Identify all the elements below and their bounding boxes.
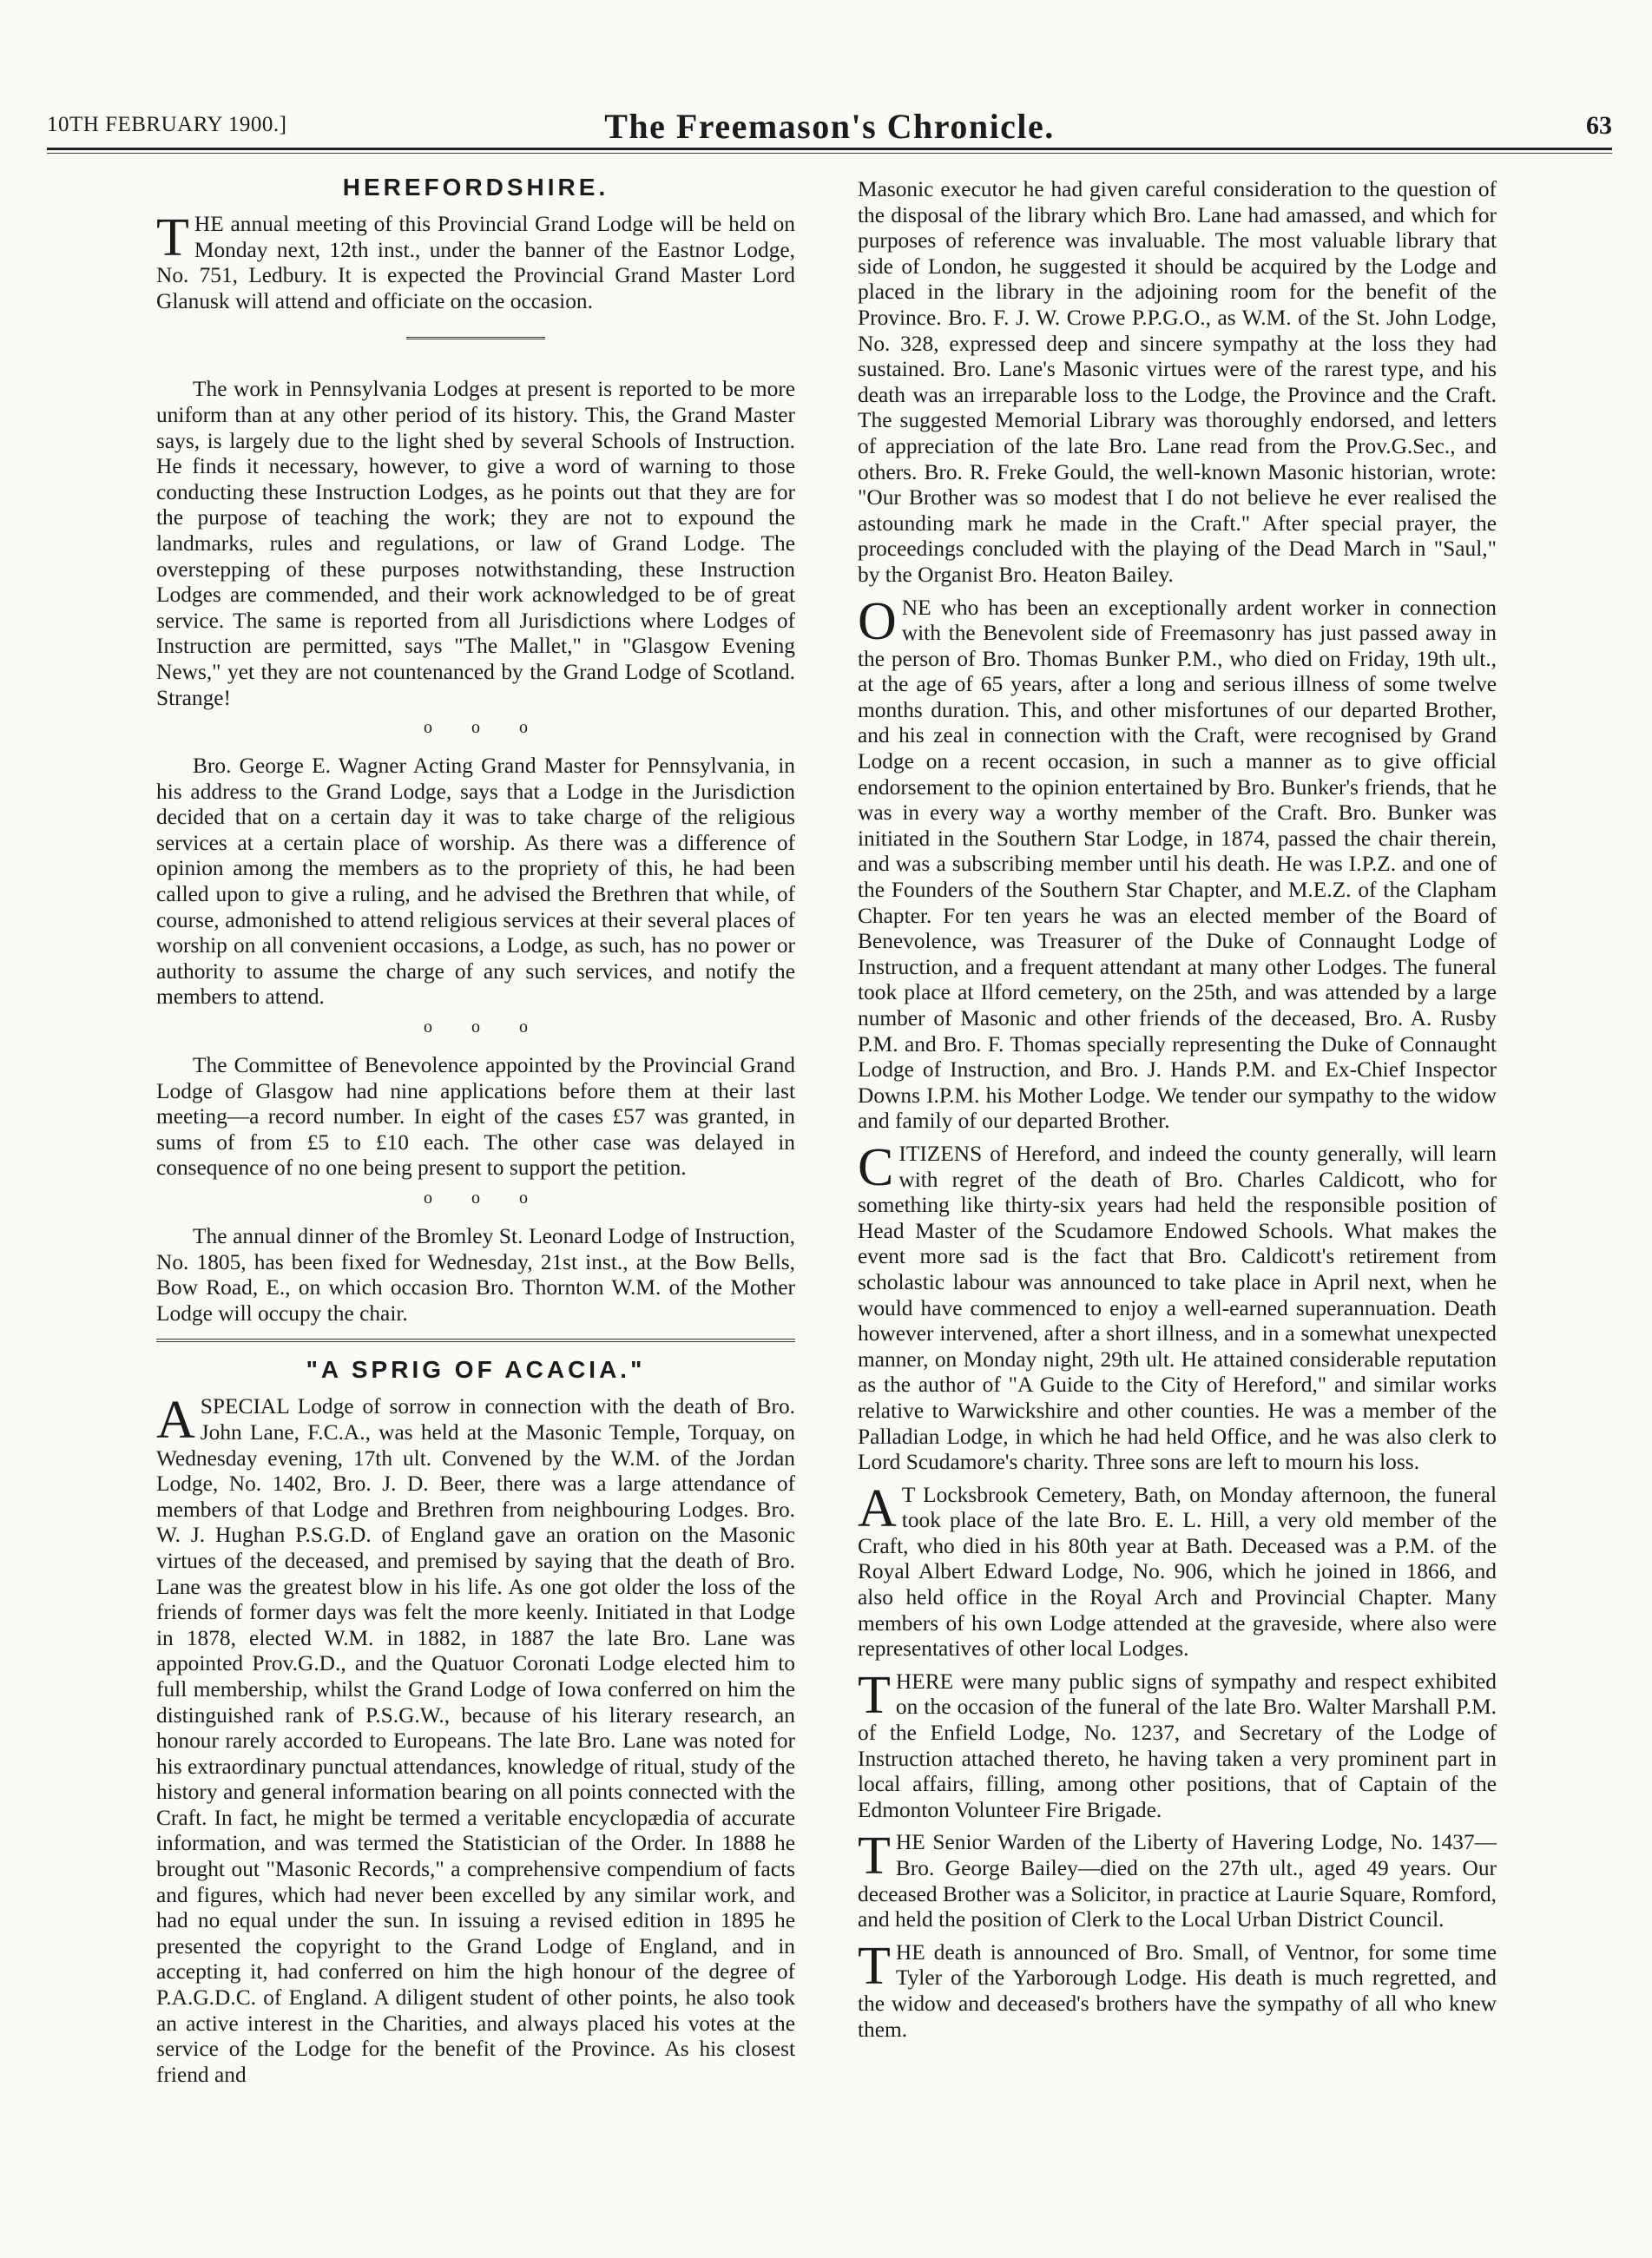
publication-title: The Freemason's Chronicle. [604,107,1055,146]
acacia-heading: "A SPRIG OF ACACIA." [306,1356,646,1384]
glasgow-paragraph: The Committee of Benevolence appointed by the Provincial Grand Lodge of Glasgow had nine applications before them at their last meeting—a record number. In eight of the cases £57 was granted, in sums of from £5 to £10 each. The other case was delayed in consequence of no one being present to support the petition. [156,1053,795,1181]
hill-text: T Locksbrook Cemetery, Bath, on Monday afternoon, the funeral took place of the late Bro. E. L. Hill, a very old member of the Craft, who died in his 80th year at Bath. Deceased was a P.M. of the Royal Albert Edward Lodge, No. 906, which he joined in 1866, and also held office in the Royal Arch and Provincial Chapter. Many members of his own Lodge attended at the graveside, where also were representatives of other local Lodges. [858,1482,1497,1662]
page-header [47,106,1612,144]
marshall-article [858,1665,1497,1824]
marshall-text: HERE were many public signs of sympathy and respect exhibited on the occasion of the funeral of the late Bro. Walter Marshall P.M. of the Enfield Lodge, No. 1237, and Secretary of the Lodge of Instruction attached thereto, he having taken a very prominent part in local affairs, filling, among other positions, that of Captain of the Edmonton Volunteer Fire Brigade. [858,1669,1497,1822]
acacia-continuation: Masonic executor he had given careful consideration to the question of the disposal of the library which Bro. Lane had amassed, and which for purposes of reference was invaluable. The most valuable library that side of London, he suggested it should be acquired by the Lodge and placed in the library in the adjoining room for the benefit of the Province. Bro. F. J. W. Crowe P.P.G.O., as W.M. of the St. John Lodge, No. 328, expressed deep and sincere sympathy at the loss they had sustained. Bro. Lane's Masonic virtues were of the rarest type, and his death was an irreparable loss to the Lodge, the Province and the Craft. The suggested Memorial Library was thoroughly endorsed, and letters of appreciation of the late Bro. Lane read from the Prov.G.Sec., and others. Bro. R. Freke Gould, the well-known Masonic historian, wrote: "Our Brother was so modest that I do not believe he ever realised the astounding mark he made in the Craft." After special prayer, the proceedings concluded with the playing of the Dead March in "Saul," by the Organist Bro. Heaton Bailey. [858,177,1497,587]
herefordshire-heading: HEREFORDSHIRE. [342,174,609,201]
herefordshire-dropcap: T [156,208,189,267]
right-column [858,177,1497,2050]
herefordshire-article [156,208,795,314]
paragraph-separator: o o o [424,1017,528,1037]
header-rule-thin [47,153,1612,154]
header-rule [47,148,1612,150]
hill-dropcap: A [858,1478,897,1538]
paragraph-separator: o o o [424,718,528,738]
pennsylvania-paragraph: The work in Pennsylvania Lodges at present is reported to be more uniform than at any other period of its history. This, the Grand Master says, is largely due to the light shed by several Schools of Instruction. He finds it necessary, however, to give a word of warning to those conducting these Instruction Lodges, as he points out that they are for the purpose of teaching the work; they are not to expound the landmarks, rules and regulations, or law of Grand Lodge. The overstepping of these purposes notwithstanding, these Instruction Lodges are commended, and their work acknowledged to be of great service. The same is reported from all Jurisdictions where Lodges of Instruction are permitted, says "The Mallet," in "Glasgow Evening News," yet they are not countenanced by the Grand Lodge of Scotland. Strange! [156,377,795,710]
acacia-article [156,1391,795,2088]
caldicott-text: ITIZENS of Hereford, and indeed the county generally, will learn with regret of the death of Bro. Charles Caldicott, who for something like thirty-six years had held the responsible position of Head Master of the Scudamore Endowed Schools. What makes the event more sad is the fact that Bro. Caldicott's retirement from scholastic labour was announced to take place in April next, when he would have commenced to enjoy a well-earned superannuation. Death however intervened, after a short illness, and in a somewhat unexpected manner, on Monday night, 29th ult. He attained considerable reputation as the author of "A Guide to the City of Hereford," and similar works relative to Warwickshire and other counties. He was a member of the Palladian Lodge, in which he had held Office, and he was also clerk to Lord Scudamore's charity. Three sons are left to mourn his loss. [858,1141,1497,1475]
left-column [156,174,795,2095]
page-number: 63 [1586,111,1612,140]
bromley-paragraph: The annual dinner of the Bromley St. Leonard Lodge of Instruction, No. 1805, has been fixed for Wednesday, 21st inst., at the Bow Bells, Bow Road, E., on which occasion Bro. Thornton W.M. of the Mother Lodge will occupy the chair. [156,1224,795,1326]
marshall-dropcap: T [858,1665,891,1725]
section-divider [406,337,545,342]
section-divider-long [156,1339,795,1344]
small-article [858,1936,1497,2043]
wagner-paragraph: Bro. George E. Wagner Acting Grand Master for Pennsylvania, in his address to the Grand Lodge, says that a Lodge in the Jurisdiction decided that on a certain day it was to take charge of the religious services at a certain place of worship. As there was a difference of opinion among the members as to the propriety of this, he had been called upon to give a ruling, and he advised the Brethren that while, of course, admonished to attend religious services at their several places of worship on all convenient occasions, a Lodge, as such, has no power or authority to assume the charge of any such services, and notify the members to attend. [156,754,795,1010]
bunker-dropcap: O [858,591,897,651]
caldicott-article [858,1137,1497,1476]
bunker-text: NE who has been an exceptionally ardent worker in connection with the Benevolent side of Freemasonry has just passed away in the person of Bro. Thomas Bunker P.M., who died on Friday, 19th ult., at the age of 65 years, after a long and serious illness of some twelve months duration. This, and other misfortunes of our departed Brother, and his zeal in connection with the Craft, were recognised by Grand Lodge on a recent occasion, in such a manner as to give official endorsement to the opinion entertained by Bro. Bunker's friends, that he was in every way a worthy member of the Craft. Bro. Bunker was initiated in the Southern Star Lodge, in 1874, passed the chair therein, and was a subscribing member until his death. He was I.P.Z. and one of the Founders of the Southern Star Chapter, and M.E.Z. of the Clapham Chapter. For ten years he was an elected member of the Board of Benevolence, was Treasurer of the Duke of Connaught Lodge of Instruction, and a frequent attendant at many other Lodges. The funeral took place at Ilford cemetery, on the 25th, and was attended by a large number of Masonic and other friends of the deceased, Bro. A. Rusby P.M. and Bro. F. Thomas specially representing the Duke of Connaught Lodge of Instruction, and Bro. J. Hands P.M. and Ex-Chief Inspector Downs I.P.M. his Mother Lodge. We tender our sympathy to the widow and family of our departed Brother. [858,595,1497,1134]
small-text: HE death is announced of Bro. Small, of Ventnor, for some time Tyler of the Yarborough Lodge. His death is much regretted, and the widow and deceased's brothers have the sympathy of all who knew them. [858,1939,1497,2042]
issue-date: 10TH FEBRUARY 1900.] [47,113,287,136]
herefordshire-text: HE annual meeting of this Provincial Grand Lodge will be held on Monday next, 12th inst., under the banner of the Eastnor Lodge, No. 751, Ledbury. It is expected the Provincial Grand Master Lord Glanusk will attend and officiate on the occasion. [156,212,795,313]
small-dropcap: T [858,1936,891,1996]
paragraph-separator: o o o [424,1188,528,1208]
hill-article [858,1478,1497,1662]
bailey-dropcap: T [858,1827,891,1886]
acacia-text: SPECIAL Lodge of sorrow in connection with the death of Bro. John Lane, F.C.A., was held at the Masonic Temple, Torquay, on Wednesday evening, 17th ult. Convened by the W.M. of the Jordan Lodge, No. 1402, Bro. J. D. Beer, there was a large attendance of members of that Lodge and Brethren from neighbouring Lodges. Bro. W. J. Hughan P.S.G.D. of England gave an oration on the Masonic virtues of the deceased, and premised by saying that the death of Bro. Lane was the greatest blow in his life. As one got older the loss of the friends of former days was felt the more keenly. Initiated in that Lodge in 1878, elected W.M. in 1882, in 1887 the late Bro. Lane was appointed Prov.G.D., and the Quatuor Coronati Lodge elected him to full membership, whilst the Grand Lodge of Iowa conferred on him the distinguished rank of P.S.G.W., because of his literary research, an honour rarely accorded to Europeans. The late Bro. Lane was noted for his extraordinary punctual attendances, knowledge of ritual, study of the history and general information bearing on all points connected with the Craft. In fact, he might be termed a veritable encyclopædia of accurate information, and was termed the Statistician of the Order. In 1888 he brought out "Masonic Records," a comprehensive compendium of facts and figures, which had never been excelled by any similar work, and had no equal under the sun. In issuing a revised edition in 1895 he presented the copyright to the Grand Lodge of England, and in accepting it, had conferred on him the high honour of the degree of P.A.G.D.C. of England. A diligent student of other points, he also took an active interest in the Charities, and always placed his votes at the service of the Lodge for the benefit of the Province. As his closest friend and [156,1394,795,2087]
bailey-text: HE Senior Warden of the Liberty of Havering Lodge, No. 1437—Bro. George Bailey—died on the 27th ult., aged 49 years. Our deceased Brother was a Solicitor, in practice at Laurie Square, Romford, and held the position of Clerk to the Local Urban District Council. [858,1830,1497,1932]
bailey-article [858,1827,1497,1932]
caldicott-dropcap: C [858,1137,894,1197]
acacia-dropcap: A [156,1391,195,1451]
bunker-article [858,591,1497,1135]
